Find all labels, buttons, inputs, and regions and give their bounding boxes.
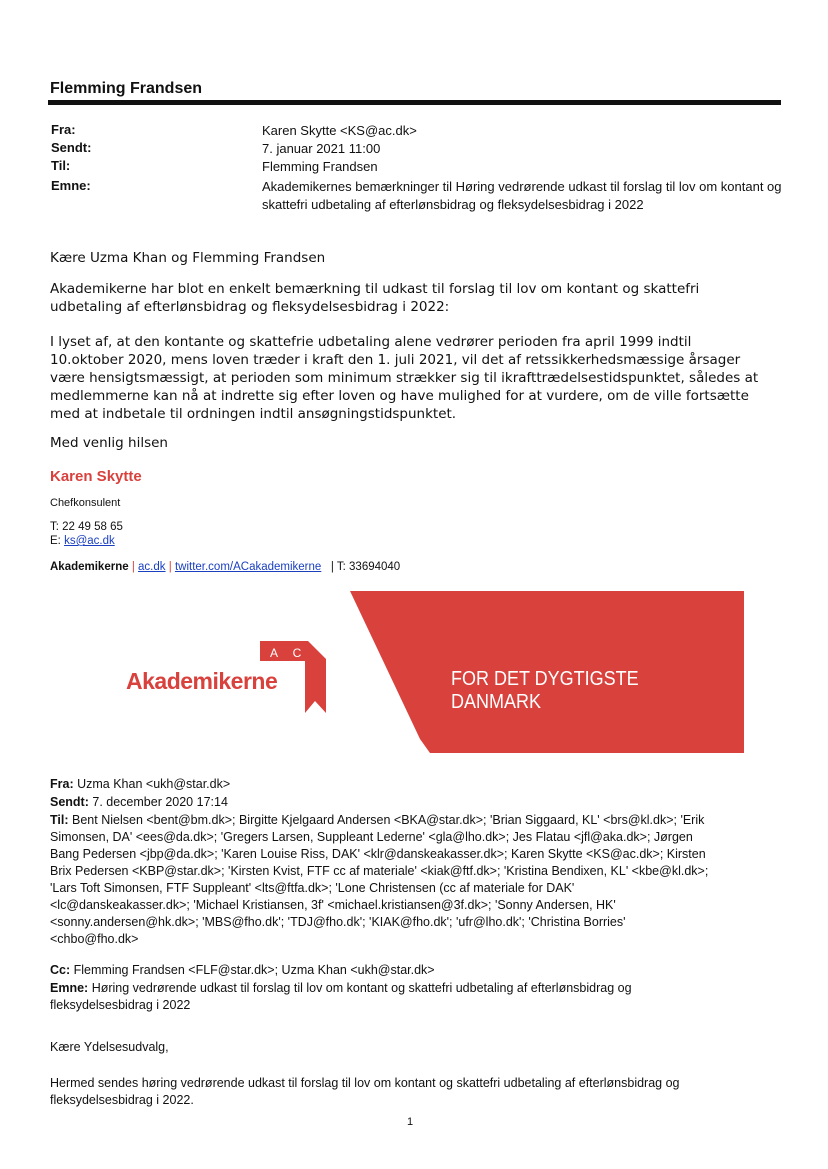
fwd-sent-value: 7. december 2020 17:14 xyxy=(92,795,228,809)
fwd-subject xyxy=(50,980,780,1014)
fwd-body: Hermed sendes høring vedrørende udkast til forslag til lov om kontant og skattefri udbetaling af efterlønsbidrag og fleksydelsesbidrag i 2022. xyxy=(50,1076,680,1107)
email-prefix: E: xyxy=(50,535,65,547)
signature-name: Karen Skytte xyxy=(50,468,142,485)
fwd-subject-line: Høring vedrørende udkast til forslag til lov om kontant og skattefri udbetaling af efterlønsbidrag og xyxy=(91,981,632,995)
subject-label: Emne: xyxy=(51,178,91,193)
header-divider xyxy=(48,100,781,105)
fwd-from xyxy=(50,776,780,793)
fwd-to-line: 'Lars Toft Simonsen, FTF Suppleant' <lts@ftfa.dk>; 'Lone Christensen (cc af materiale for DAK' xyxy=(50,881,575,895)
fwd-sent xyxy=(50,794,780,811)
twitter-link[interactable]: twitter.com/ACakademikerne xyxy=(174,561,322,573)
body-paragraph-1: Akademikerne har blot en enkelt bemærkning til udkast til forslag til lov om kontant og skattefri udbetaling af efterlønsbidrag og fleksydelsesbidrag i 2022: xyxy=(50,281,700,315)
from-value: Karen Skytte <KS@ac.dk> xyxy=(262,123,417,138)
email-link[interactable]: ks@ac.dk xyxy=(64,535,115,547)
signature-title: Chefkonsulent xyxy=(50,497,121,509)
sent-label: Sendt: xyxy=(51,140,92,155)
fwd-cc xyxy=(50,962,780,979)
org-name: Akademikerne xyxy=(50,561,129,573)
fwd-from-label: Fra: xyxy=(50,777,74,791)
signature-phone: T: 22 49 58 65 xyxy=(50,521,123,533)
page-number: 1 xyxy=(407,1116,414,1128)
fwd-to-line: Bent Nielsen <bent@bm.dk>; Birgitte Kjelgaard Andersen <BKA@star.dk>; 'Brian Siggaard, KL' <brs@kl.dk>; 'Erik xyxy=(72,813,705,827)
fwd-to-line: <lc@danskeakasser.dk>; 'Michael Kristiansen, 3f' <michael.kristiansen@3f.dk>; 'Sonny Andersen, HK' xyxy=(50,898,616,912)
signature-email-line xyxy=(50,535,115,547)
signature-banner xyxy=(120,591,744,753)
fwd-greeting: Kære Ydelsesudvalg, xyxy=(50,1040,169,1054)
signature-org-line xyxy=(50,561,400,573)
org-phone: | T: 33694040 xyxy=(330,561,401,573)
fwd-to xyxy=(50,812,780,948)
website-link[interactable]: ac.dk xyxy=(138,561,166,573)
fwd-to-line: Brix Pedersen <KBP@star.dk>; 'Kirsten Kvist, FTF cc af materiale' <kiak@ftf.dk>; 'Kristina Bendixen, KL' <kbe@kl.dk>; xyxy=(50,864,709,878)
fwd-subject-line: fleksydelsesbidrag i 2022 xyxy=(50,998,191,1012)
closing: Med venlig hilsen xyxy=(50,435,168,451)
separator: | xyxy=(168,561,172,573)
sent-value: 7. januar 2021 11:00 xyxy=(262,141,381,156)
fwd-sent-label: Sendt: xyxy=(50,795,89,809)
fwd-subject-label: Emne: xyxy=(50,981,89,995)
to-value: Flemming Frandsen xyxy=(262,159,378,174)
fwd-to-line: <chbo@fho.dk> xyxy=(50,932,139,946)
greeting: Kære Uzma Khan og Flemming Frandsen xyxy=(50,250,326,266)
fwd-to-line: Simonsen, DA' <ees@da.dk>; 'Gregers Larsen, Suppleant Lederne' <gla@lho.dk>; Jes Flatau <jfl@aka.dk>; Jørgen xyxy=(50,830,693,844)
logo-text: Akademikerne xyxy=(126,668,278,694)
email-owner-name: Flemming Frandsen xyxy=(50,80,203,97)
to-label: Til: xyxy=(51,158,71,173)
fwd-cc-value: Flemming Frandsen <FLF@star.dk>; Uzma Khan <ukh@star.dk> xyxy=(73,963,435,977)
separator: | xyxy=(131,561,135,573)
logo-mark-text: A C xyxy=(270,646,308,660)
banner-tagline: FOR DET DYGTIGSTE DANMARK xyxy=(451,668,639,713)
from-label: Fra: xyxy=(51,122,76,137)
fwd-cc-label: Cc: xyxy=(50,963,71,977)
fwd-to-line: Bang Pedersen <jbp@da.dk>; 'Karen Louise Riss, DAK' <klr@danskeakasser.dk>; Karen Skytte <KS@ac.dk>; Kirsten xyxy=(50,847,706,861)
fwd-from-value: Uzma Khan <ukh@star.dk> xyxy=(77,777,231,791)
subject-value: Akademikernes bemærkninger til Høring vedrørende udkast til forslag til lov om kontant og skattefri udbetaling af efterlønsbidrag og fleksydelsesbidrag i 2022 xyxy=(262,179,782,212)
fwd-to-label: Til: xyxy=(50,813,69,827)
body-paragraph-2: I lyset af, at den kontante og skattefrie udbetaling alene vedrører perioden fra april 1999 indtil 10.oktober 2020, mens loven træder i kraft den 1. juli 2021, vil det af retssikkerhedsmæssige årsager være hensigtsmæssigt, at perioden som minimum strækker sig til ikrafttrædelsestidspunktet, således at medlemmerne kan nå at indrette sig efter loven og have mulighed for at vurdere, om de ville fortsætte med at indbetale til ordningen indtil ansøgningstidspunktet. xyxy=(50,334,759,422)
fwd-to-line: <sonny.andersen@hk.dk>; 'MBS@fho.dk'; 'TDJ@fho.dk'; 'KIAK@fho.dk'; 'ufr@lho.dk'; 'Christina Borries' xyxy=(50,915,626,929)
